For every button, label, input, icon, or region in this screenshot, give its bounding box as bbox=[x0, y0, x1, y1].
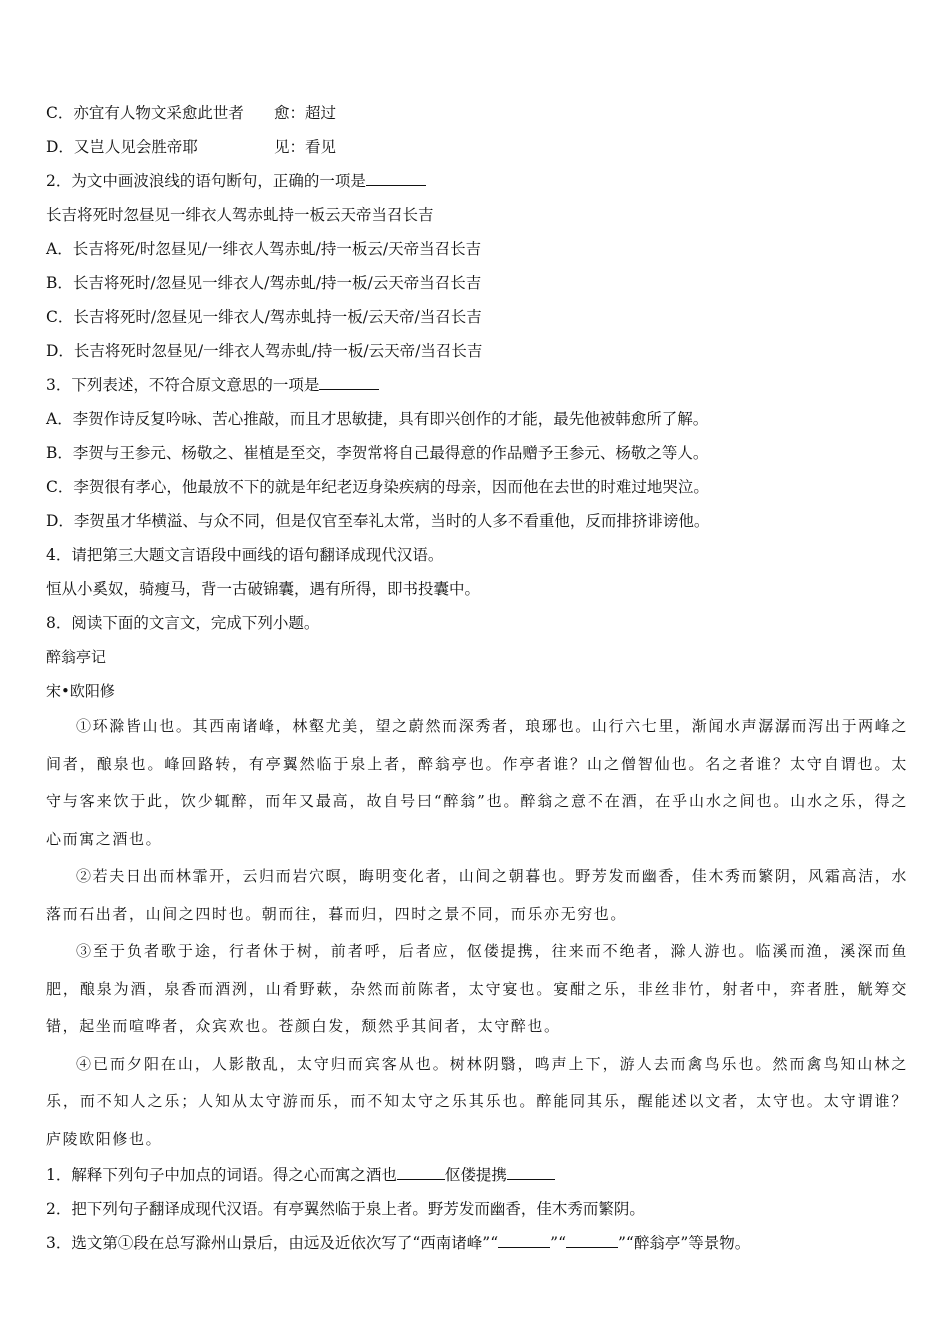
passage-body bbox=[46, 708, 908, 1158]
q1-option-c-gloss: 愈：超过 bbox=[274, 104, 337, 122]
q2-option-c: C．长吉将死时/忽昼见一绯衣人/驾赤虬持一板/云天帝/当召长吉 bbox=[46, 308, 482, 326]
answer-blank bbox=[507, 1165, 555, 1180]
answer-blank bbox=[319, 375, 379, 390]
q4-stem: 4．请把第三大题文言语段中画线的语句翻译成现代汉语。 bbox=[46, 546, 444, 564]
answer-blank bbox=[498, 1233, 550, 1248]
q3-stem-text: 3．下列表述，不符合原文意思的一项是 bbox=[46, 376, 320, 394]
answer-blank bbox=[366, 171, 426, 186]
q8-sub3-part-b: ”“ bbox=[550, 1234, 566, 1252]
passage-paragraph-4: ④已而夕阳在山，人影散乱，太守归而宾客从也。树林阴翳，鸣声上下，游人去而禽鸟乐也。然而禽鸟知山林之乐，而不知人之乐；人知从太守游而乐，而不知太守之乐其乐也。醉能同其乐，醒能述以文者，太守也。太守谓谁？庐陵欧阳修也。 bbox=[46, 1054, 908, 1148]
q8-sub1-part-a: 1．解释下列句子中加点的词语。得之心而寓之酒也 bbox=[46, 1166, 397, 1184]
q2-option-a: A．长吉将死/时忽昼见/一绯衣人驾赤虬/持一板云/天帝当召长吉 bbox=[46, 240, 482, 258]
q2-option-b: B．长吉将死时/忽昼见一绯衣人/驾赤虬/持一板/云天帝当召长吉 bbox=[46, 274, 482, 292]
passage-paragraph-3: ③至于负者歌于途，行者休于树，前者呼，后者应，伛偻提携，往来而不绝者，滁人游也。临溪而渔，溪深而鱼肥，酿泉为酒，泉香而酒洌，山肴野蔌，杂然而前陈者，太守宴也。宴酣之乐，非丝非竹，射者中，弈者胜，觥筹交错，起坐而喧哗者，众宾欢也。苍颜白发，颓然乎其间者，太守醉也。 bbox=[46, 942, 908, 1035]
q1-option-d-gloss: 见：看见 bbox=[274, 138, 337, 156]
q1-option-d-text: D．又岂人见会胜帝耶 bbox=[46, 138, 198, 156]
q3-option-b: B．李贺与王参元、杨敬之、崔植是至交，李贺常将自己最得意的作品赠予王参元、杨敬之等人。 bbox=[46, 444, 709, 462]
q1-option-c bbox=[46, 96, 908, 130]
q1-option-d bbox=[46, 130, 908, 164]
q8-sub1 bbox=[46, 1158, 908, 1192]
q4-sentence: 恒从小奚奴，骑瘦马，背一古破锦囊，遇有所得，即书投囊中。 bbox=[46, 580, 481, 598]
q8-stem: 8．阅读下面的文言文，完成下列小题。 bbox=[46, 614, 320, 632]
q3-stem bbox=[46, 368, 908, 402]
answer-blank bbox=[397, 1165, 445, 1180]
q3-option-c: C．李贺很有孝心，他最放不下的就是年纪老迈身染疾病的母亲，因而他在去世的时难过地哭泣。 bbox=[46, 478, 709, 496]
q8-sub3-part-a: 3．选文第①段在总写滁州山景后，由远及近依次写了“西南诸峰”“ bbox=[46, 1234, 499, 1252]
q8-sub1-part-b: 伛偻提携 bbox=[444, 1166, 507, 1184]
q3-option-d: D．李贺虽才华横溢、与众不同，但是仅官至奉礼太常，当时的人多不看重他，反而排挤诽谤他。 bbox=[46, 512, 710, 530]
q1-option-c-text: C．亦宜有人物文采愈此世者 bbox=[46, 104, 244, 122]
q8-sub3 bbox=[46, 1226, 908, 1260]
q2-sentence: 长吉将死时忽昼见一绯衣人驾赤虬持一板云天帝当召长吉 bbox=[46, 206, 434, 224]
answer-blank bbox=[566, 1233, 618, 1248]
q2-option-d: D．长吉将死时忽昼见/一绯衣人驾赤虬/持一板/云天帝/当召长吉 bbox=[46, 342, 483, 360]
q2-stem bbox=[46, 164, 908, 198]
q8-sub3-part-c: ”“醉翁亭”等景物。 bbox=[618, 1234, 751, 1252]
q3-option-a: A．李贺作诗反复吟咏、苦心推敲，而且才思敏捷，具有即兴创作的才能，最先他被韩愈所了解。 bbox=[46, 410, 709, 428]
passage-title: 醉翁亭记 bbox=[46, 648, 107, 666]
passage-author: 宋•欧阳修 bbox=[46, 682, 115, 700]
passage-paragraph-2: ②若夫日出而林霏开，云归而岩穴暝，晦明变化者，山间之朝暮也。野芳发而幽香，佳木秀而繁阴，风霜高洁，水落而石出者，山间之四时也。朝而往，暮而归，四时之景不同，而乐亦无穷也。 bbox=[46, 867, 908, 923]
q8-sub2: 2．把下列句子翻译成现代汉语。有亭翼然临于泉上者。野芳发而幽香，佳木秀而繁阴。 bbox=[46, 1200, 645, 1218]
document-page bbox=[46, 96, 908, 1260]
q2-stem-text: 2．为文中画波浪线的语句断句，正确的一项是 bbox=[46, 172, 366, 190]
passage-paragraph-1: ①环滁皆山也。其西南诸峰，林壑尤美，望之蔚然而深秀者，琅琊也。山行六七里，渐闻水声潺潺而泻出于两峰之间者，酿泉也。峰回路转，有亭翼然临于泉上者，醉翁亭也。作亭者谁？山之僧智仙也。名之者谁？太守自谓也。太守与客来饮于此，饮少辄醉，而年又最高，故自号曰“醉翁”也。醉翁之意不在酒，在乎山水之间也。山水之乐，得之心而寓之酒也。 bbox=[46, 717, 908, 848]
